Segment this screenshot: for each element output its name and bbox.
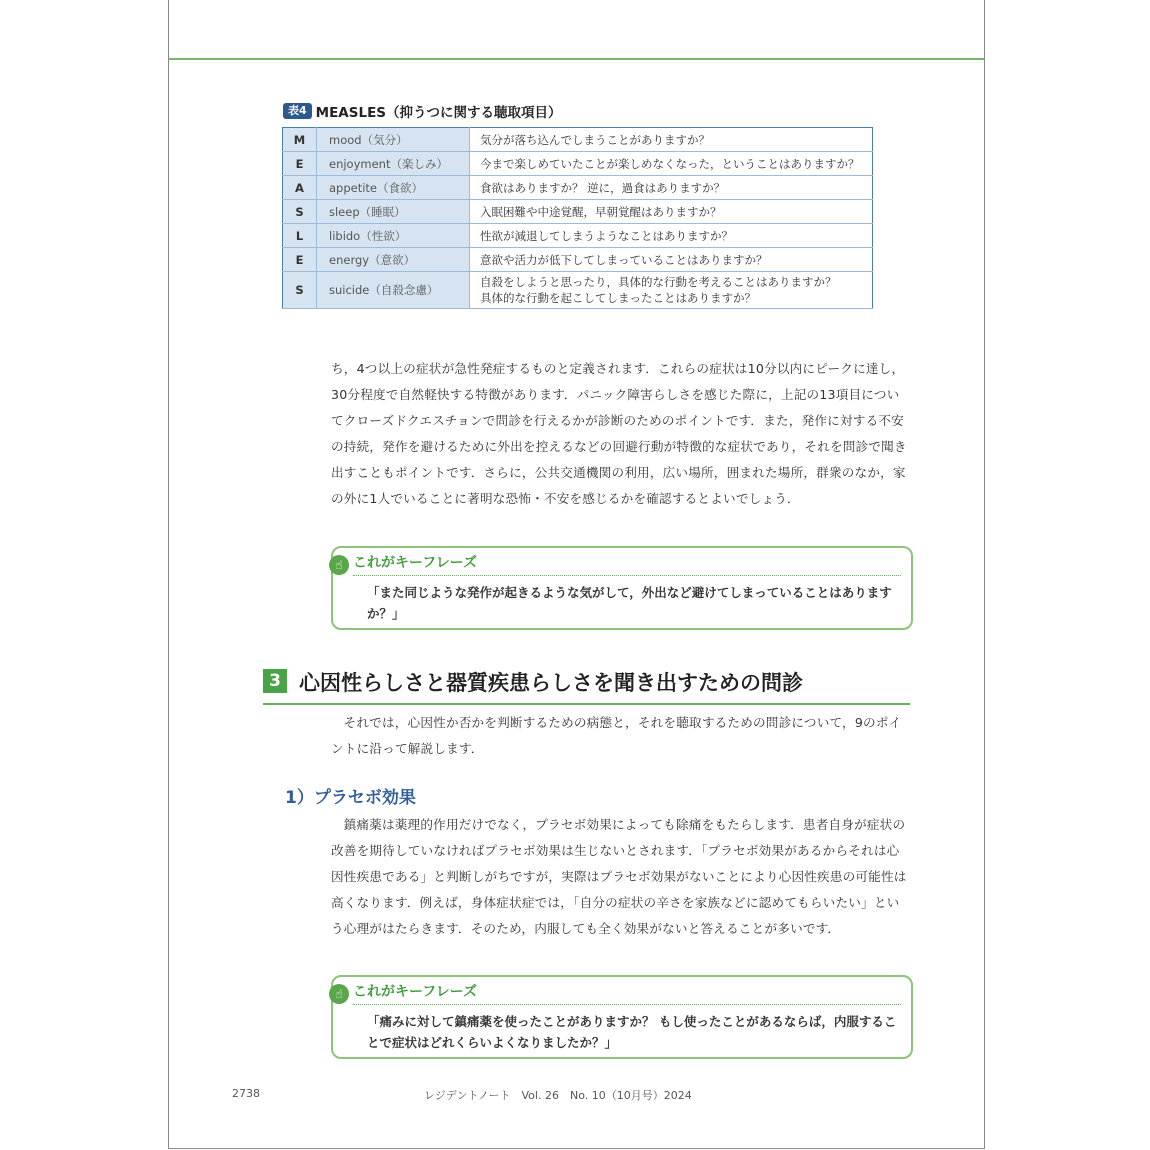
table-row [283, 176, 873, 200]
row-letter: S [283, 200, 317, 224]
row-term: libido（性欲） [317, 224, 470, 248]
row-term: suicide（自殺念慮） [317, 272, 470, 309]
keyphrase-text: 「痛みに対して鎮痛薬を使ったことがありますか？ もし使ったことがあるならば，内服することで症状はどれくらいよくなりましたか？」 [367, 1014, 897, 1050]
row-letter: S [283, 272, 317, 309]
dotted-divider [353, 1004, 901, 1005]
row-term: mood（気分） [317, 128, 470, 152]
row-term: enjoyment（楽しみ） [317, 152, 470, 176]
keyphrase-title: これがキーフレーズ [353, 555, 478, 571]
table-row [283, 272, 873, 309]
row-question: 意欲や活力が低下してしまっていることはありますか？ [470, 248, 873, 272]
subsection-title: 1）プラセボ効果 [285, 788, 416, 808]
row-letter: M [283, 128, 317, 152]
section-title: 心因性らしさと器質疾患らしさを聞き出すための問診 [299, 671, 803, 695]
row-term: sleep（睡眠） [317, 200, 470, 224]
row-question: 今まで楽しめていたことが楽しめなくなった，ということはありますか？ [470, 152, 873, 176]
table-title: MEASLES（抑うつに関する聴取項目） [315, 105, 562, 121]
table-row [283, 248, 873, 272]
keyphrase-text: 「また同じような発作が起きるような気がして，外出など避けてしまっていることはありますか？」 [367, 585, 892, 621]
row-question: 気分が落ち込んでしまうことがありますか？ [470, 128, 873, 152]
row-question: 性欲が減退してしまうようなことはありますか？ [470, 224, 873, 248]
paragraph-placebo: 鎮痛薬は薬理的作用だけでなく，プラセボ効果によっても除痛をもたらします．患者自身が症状の改善を期待していなければプラセボ効果は生じないとされます．「プラセボ効果があるからそれは心因性疾患である」と判断しがちですが，実際はプラセボ効果がないことにより心因性疾患の可能性は高くなります．例えば，身体症状症では，「自分の症状の辛さを家族などに認めてもらいたい」という心理がはたらきます．そのため，内服しても全く効果がないと答えることが多いです． [331, 817, 907, 936]
table-caption [283, 101, 562, 121]
row-question-line: 具体的な行動を起こしてしまったことはありますか？ [480, 291, 756, 305]
row-letter: E [283, 248, 317, 272]
table-row [283, 200, 873, 224]
row-letter: L [283, 224, 317, 248]
hand-pointer-icon: ☝ [329, 555, 349, 575]
row-question: 入眠困難や中途覚醒，早朝覚醒はありますか？ [470, 200, 873, 224]
measles-table [282, 127, 873, 309]
table-row [283, 224, 873, 248]
journal-footer: レジデントノート Vol. 26 No. 10（10月号）2024 [424, 1089, 692, 1102]
table-badge: 表4 [283, 103, 312, 119]
table-row [283, 152, 873, 176]
row-term: appetite（食欲） [317, 176, 470, 200]
keyphrase-box [331, 975, 913, 1059]
header-rule [169, 58, 984, 60]
section-number: 3 [263, 669, 287, 693]
hand-pointer-icon: ☝ [329, 984, 349, 1004]
row-question [470, 272, 873, 309]
keyphrase-title: これがキーフレーズ [353, 984, 478, 1000]
row-letter: E [283, 152, 317, 176]
row-question-line: 自殺をしようと思ったり，具体的な行動を考えることはありますか？ [480, 275, 837, 289]
row-letter: A [283, 176, 317, 200]
row-question: 食欲はありますか？ 逆に，過食はありますか？ [470, 176, 873, 200]
page-number: 2738 [232, 1087, 260, 1100]
table-row [283, 128, 873, 152]
dotted-divider [353, 575, 901, 576]
keyphrase-box [331, 546, 913, 630]
paragraph-panic: ち，4つ以上の症状が急性発症するものと定義されます．これらの症状は10分以内にピークに達し，30分程度で自然軽快する特徴があります．パニック障害らしさを感じた際に，上記の13項目についてクローズドクエスチョンで問診を行えるかが診断のためのポイントです．また，発作に対する不安の持続，発作を避けるために外出を控えるなどの回避行動が特徴的な症状であり，それを問診で聞き出すこともポイントです．さらに，公共交通機関の利用，広い場所，囲まれた場所，群衆のなか，家の外に1人でいることに著明な恐怖・不安を感じるかを確認するとよいでしょう． [331, 361, 907, 506]
section-heading [263, 667, 910, 705]
document-page [168, 0, 985, 1149]
row-term: energy（意欲） [317, 248, 470, 272]
paragraph-intro: それでは，心因性か否かを判断するための病態と，それを聴取するための問診について，9のポイントに沿って解説します． [331, 715, 902, 756]
